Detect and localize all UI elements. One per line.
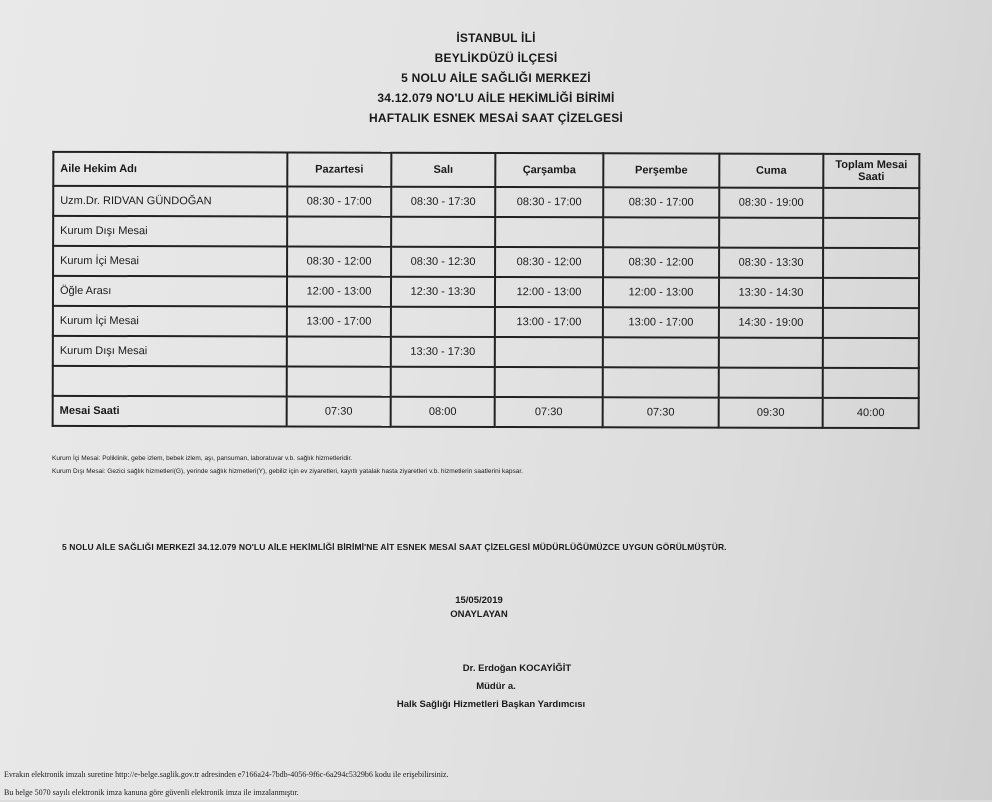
cell-tuesday: 08:30 - 12:30 bbox=[391, 247, 495, 277]
header-cell-monday: Pazartesi bbox=[287, 152, 391, 186]
total-thursday: 07:30 bbox=[603, 397, 719, 427]
cell-friday: 08:30 - 13:30 bbox=[719, 248, 823, 278]
signer-name: Dr. Erdoğan KOCAYİĞİT bbox=[462, 663, 572, 674]
cell-tuesday bbox=[391, 217, 495, 247]
table-row bbox=[53, 216, 919, 248]
cell-total bbox=[823, 308, 919, 338]
cell-total bbox=[823, 278, 919, 308]
header-cell-thursday: Perşembe bbox=[603, 153, 719, 187]
header-cell-friday: Cuma bbox=[719, 154, 823, 188]
cell-wednesday: 13:00 - 17:00 bbox=[495, 307, 603, 337]
note-internal-work: Kurum İçi Mesai: Poliklinik, gebe izlem, bebek izlem, aşı, pansuman, laboratuvar v.b. sağlık hizmetleridir. bbox=[52, 455, 353, 462]
cell-thursday: 13:00 - 17:00 bbox=[603, 307, 719, 337]
cell-monday bbox=[287, 216, 391, 246]
cell-wednesday: 08:30 - 12:00 bbox=[495, 247, 603, 277]
table-notes bbox=[52, 452, 523, 478]
cell-tuesday bbox=[391, 307, 495, 337]
row-label: Kurum İçi Mesai bbox=[53, 246, 287, 277]
header-province: İSTANBUL İLİ bbox=[456, 31, 536, 45]
cell-total bbox=[823, 368, 919, 398]
table-row bbox=[53, 186, 919, 218]
table-row bbox=[53, 366, 919, 398]
cell-total bbox=[823, 218, 919, 248]
cell-thursday: 12:00 - 13:00 bbox=[603, 277, 719, 307]
table-header-row bbox=[53, 152, 919, 188]
header-cell-tuesday: Salı bbox=[391, 153, 495, 187]
total-wednesday: 07:30 bbox=[495, 397, 603, 427]
total-friday: 09:30 bbox=[719, 398, 823, 428]
cell-wednesday: 08:30 - 17:00 bbox=[495, 187, 603, 217]
table-total-row bbox=[53, 396, 919, 428]
cell-thursday bbox=[603, 367, 719, 397]
cell-thursday bbox=[603, 337, 719, 367]
cell-thursday: 08:30 - 12:00 bbox=[603, 247, 719, 277]
cell-friday bbox=[719, 338, 823, 368]
cell-wednesday bbox=[495, 367, 603, 397]
table-row bbox=[53, 336, 919, 368]
cell-monday: 08:30 - 17:00 bbox=[287, 186, 391, 216]
row-label: Kurum İçi Mesai bbox=[53, 306, 287, 337]
cell-wednesday bbox=[495, 337, 603, 367]
signer-block bbox=[0, 660, 992, 714]
table-row bbox=[53, 276, 919, 308]
header-district: BEYLİKDÜZÜ İLÇESİ bbox=[434, 51, 558, 65]
cell-friday bbox=[719, 368, 823, 398]
approval-block bbox=[0, 594, 992, 622]
footer-verification-link: Evrakın elektronik imzalı suretine http://e-belge.saglik.gov.tr adresinden e7166a24-7bdb-4056-9f6c-6a294c5329b6 kodu ile erişebilirsiniz. bbox=[4, 770, 449, 779]
row-label: Kurum Dışı Mesai bbox=[53, 216, 287, 247]
header-unit: 34.12.079 NO'LU AİLE HEKİMLİĞİ BİRİMİ bbox=[377, 91, 615, 105]
cell-thursday: 08:30 - 17:00 bbox=[603, 187, 719, 217]
header-schedule-title: HAFTALIK ESNEK MESAİ SAAT ÇİZELGESİ bbox=[369, 111, 623, 125]
schedule-table bbox=[52, 151, 921, 429]
row-label: Öğle Arası bbox=[53, 276, 287, 307]
header-health-center: 5 NOLU AİLE SAĞLIĞI MERKEZİ bbox=[401, 71, 591, 85]
row-label: Uzm.Dr. RIDVAN GÜNDOĞAN bbox=[53, 186, 287, 217]
header-cell-doctor: Aile Hekim Adı bbox=[53, 152, 287, 187]
approval-statement: 5 NOLU AİLE SAĞLIĞI MERKEZİ 34.12.079 NO'LU AİLE HEKİMLİĞİ BİRİMİ'NE AİT ESNEK MESAİ SAAT ÇİZELGESİ MÜDÜRLÜĞÜMÜZCE UYGUN GÖRÜLMÜŞTÜR. bbox=[62, 542, 727, 552]
header-cell-wednesday: Çarşamba bbox=[495, 153, 603, 187]
footer-legal-note: Bu belge 5070 sayılı elektronik imza kanuna göre güvenli elektronik imza ile imzalanmıştır. bbox=[4, 788, 299, 797]
cell-wednesday: 12:00 - 13:00 bbox=[495, 277, 603, 307]
cell-monday bbox=[287, 366, 391, 396]
cell-tuesday: 12:30 - 13:30 bbox=[391, 277, 495, 307]
cell-monday: 08:30 - 12:00 bbox=[287, 246, 391, 276]
approval-date: 15/05/2019 bbox=[455, 595, 503, 606]
cell-total bbox=[823, 248, 919, 278]
total-tuesday: 08:00 bbox=[391, 397, 495, 427]
cell-total bbox=[823, 338, 919, 368]
cell-wednesday bbox=[495, 217, 603, 247]
cell-tuesday bbox=[391, 367, 495, 397]
cell-tuesday: 08:30 - 17:30 bbox=[391, 187, 495, 217]
cell-monday bbox=[287, 336, 391, 366]
row-label: Kurum Dışı Mesai bbox=[53, 336, 287, 367]
total-monday: 07:30 bbox=[287, 396, 391, 426]
total-row-label: Mesai Saati bbox=[53, 396, 287, 427]
header-cell-total: Toplam Mesai Saati bbox=[823, 154, 919, 188]
cell-tuesday: 13:30 - 17:30 bbox=[391, 337, 495, 367]
cell-monday: 13:00 - 17:00 bbox=[287, 306, 391, 336]
total-weekly: 40:00 bbox=[823, 398, 919, 428]
cell-total bbox=[823, 188, 919, 218]
cell-thursday bbox=[603, 217, 719, 247]
signer-position: Halk Sağlığı Hizmetleri Başkan Yardımcısı bbox=[396, 699, 586, 710]
cell-friday: 08:30 - 19:00 bbox=[719, 188, 823, 218]
cell-friday bbox=[719, 218, 823, 248]
cell-friday: 13:30 - 14:30 bbox=[719, 278, 823, 308]
cell-friday: 14:30 - 19:00 bbox=[719, 308, 823, 338]
document-header bbox=[0, 28, 992, 128]
note-external-work: Kurum Dışı Mesai: Gezici sağlık hizmetleri(G), yerinde sağlık hizmetleri(Y), gebiliz için ev ziyaretleri, kayıtlı yatalak hasta ziyaretleri v.b. hizmetlerin saatlerini kapsar. bbox=[52, 468, 523, 475]
table-row bbox=[53, 246, 919, 278]
row-label bbox=[53, 366, 287, 397]
cell-monday: 12:00 - 13:00 bbox=[287, 276, 391, 306]
e-signature-footer bbox=[4, 766, 448, 802]
approver-label: ONAYLAYAN bbox=[450, 609, 508, 620]
table-row bbox=[53, 306, 919, 338]
signer-title: Müdür a. bbox=[476, 681, 516, 692]
